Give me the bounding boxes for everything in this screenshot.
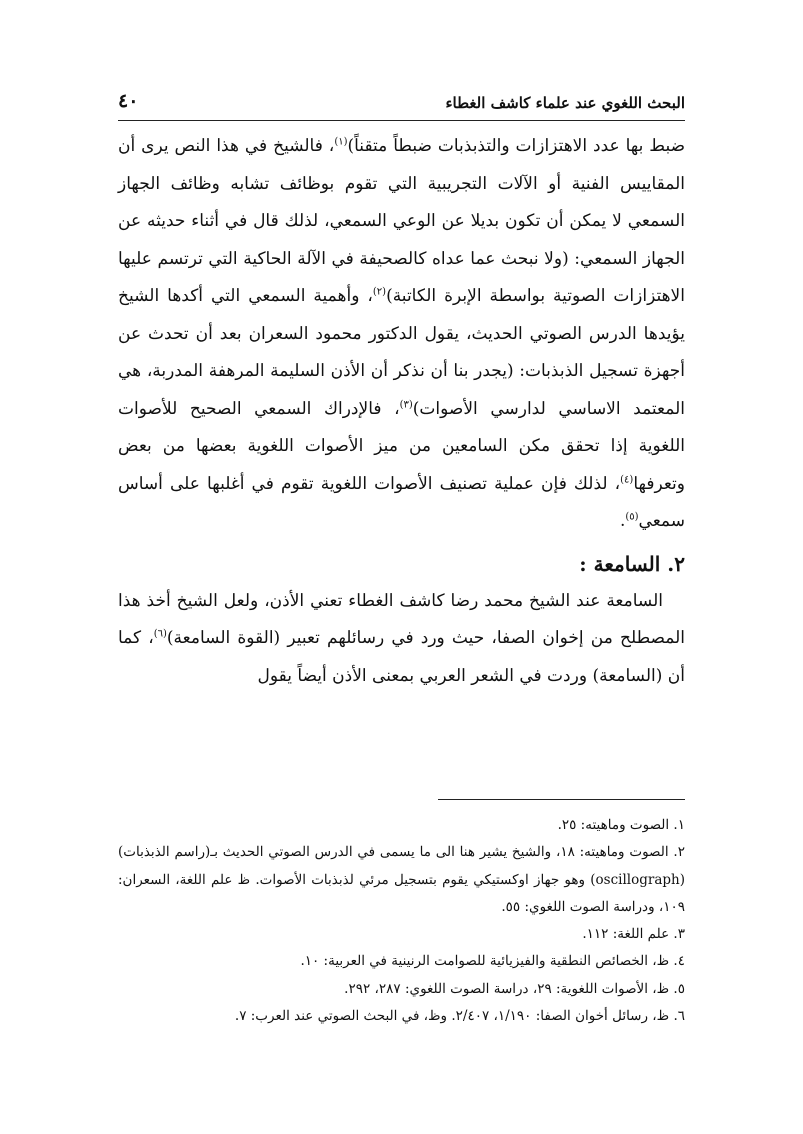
main-text [118,128,685,695]
footnote-2-text-b: ) وهو جهاز اوكستيكي يقوم بتسجيل مرئي لذبذبات الأصوات. ظ علم اللغة، السعران: ١٠٩، ودراسة الصوت اللغوي: ٥٥. [118,871,685,915]
footnote-2-text-a: ٢. الصوت وماهيته: ١٨، والشيخ يشير هنا الى ما يسمى في الدرس الصوتي الحديث بـ(راسم الذبذبات) ( [118,844,685,888]
paragraph-2 [118,583,685,696]
footnote-ref-3[interactable]: (٣) [399,398,413,410]
footnote-1: ١. الصوت وماهيته: ٢٥. [557,817,685,833]
footnote-2 [118,839,685,921]
footnote-ref-2[interactable]: (٢) [372,286,387,298]
paragraph-1-text-e: ، لذلك فإن عملية تصنيف الأصوات اللغوية تقوم في أغلبها على أساس سمعي [118,473,685,531]
footnote-ref-4[interactable]: (٤) [620,473,634,485]
footnote-ref-5[interactable]: (٥) [625,511,639,523]
footnote-6: ٦. ظ، رسائل أخوان الصفا: ١/١٩٠، ٢/٤٠٧. وظ، في البحث الصوتي عند العرب: ٧. [234,1008,685,1025]
running-header-title: البحث اللغوي عند علماء كاشف الغطاء [445,94,685,112]
footnotes [118,812,685,1030]
footnote-4: ٤. ظ، الخصائص النطقية والفيزيائية للصوامت الرنينية في العربية: ١٠. [300,953,685,970]
page-number: ٤٠ [118,90,139,112]
section-heading: ٢. السامعة : [579,551,685,576]
footnote-ref-6[interactable]: (٦) [153,628,167,640]
paragraph-1-text-f: . [619,511,626,531]
paragraph-1-text-a: ضبط بها عدد الاهتزازات والتذبذبات ضبطاً متقناً) [347,136,686,156]
paragraph-1-text-b: ، فالشيخ في هذا النص يرى أن المقاييس الفنية أو الآلات التجريبية التي تقوم بوظائف تشابه وظائف الجهاز السمعي لا يمكن أن تكون بديلا عن الوعي السمعي، لذلك قال في أثناء حديثه عن الجهاز السمعي: (ولا نبحث عما عداه كالصحيفة في الآلة الحاكية التي ترتسم عليها الاهتزازات الصوتية بواسطة الإبرة الكاتبة) [118,136,685,306]
footnote-5: ٥. ظ، الأصوات اللغوية: ٢٩، دراسة الصوت اللغوي: ٢٨٧، ٢٩٢. [344,980,685,997]
paragraph-1-text-d: ، فالإدراك السمعي الصحيح للأصوات اللغوية إذا تحقق مكن السامعين من ميز الأصوات اللغوية بعضها من بعض وتعرفها [118,398,685,494]
footnote-separator [438,799,685,800]
paragraph-2-text-a: السامعة عند الشيخ محمد رضا كاشف الغطاء تعني الأذن، ولعل الشيخ أخذ هذا المصطلح من إخوان الصفا، حيث ورد في رسائلهم تعبير (القوة السامعة) [118,590,685,648]
footnote-3: ٣. علم اللغة: ١١٢. [582,926,685,943]
paragraph-1-text-c: ، وأهمية السمعي التي أكدها الشيخ يؤيدها الدرس الصوتي الحديث، يقول الدكتور محمود السعران بعد أن تحدث عن أجهزة تسجيل الذبذبات: (يجدر بنا أن نذكر أن الأذن السليمة المرهفة المدربة، هي المعتمد الاساسي لدارسي الأصوات) [118,286,685,419]
footnote-ref-1[interactable]: (١) [334,136,348,148]
footnote-2-latin-term: oscillograph [595,871,680,888]
paragraph-1 [118,128,685,541]
running-header [118,86,685,121]
paragraph-2-text-b: ، كما أن (السامعة) وردت في الشعر العربي بمعنى الأذن أيضاً يقول [118,628,685,686]
